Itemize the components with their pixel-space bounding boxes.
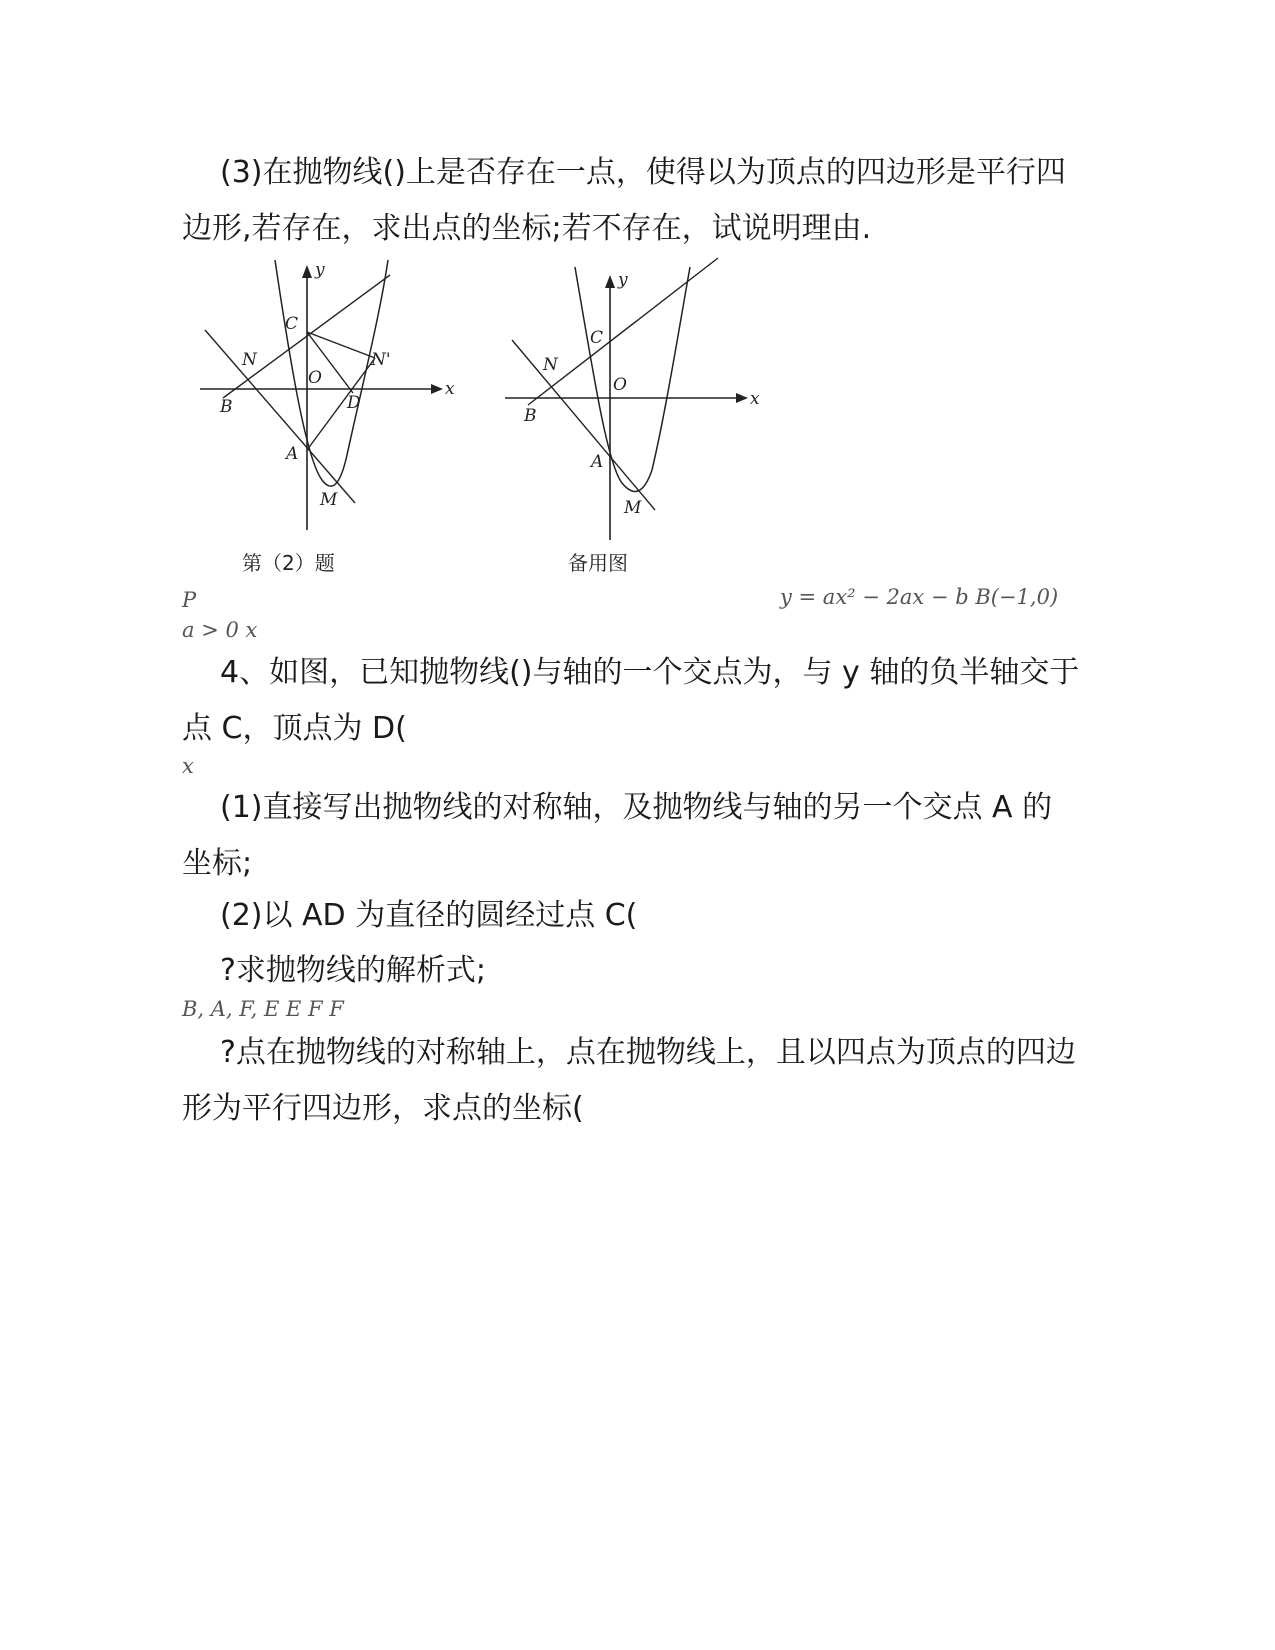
paragraph-part-1: (1)直接写出抛物线的对称轴，及抛物线与轴的另一个交点 A 的坐标; bbox=[182, 790, 1053, 881]
x-axis-arrow bbox=[431, 384, 443, 394]
label-b: B bbox=[524, 406, 537, 426]
label-x: x bbox=[445, 379, 455, 399]
label-y: y bbox=[315, 260, 325, 280]
figure-caption-left: 第（2）题 bbox=[242, 551, 335, 575]
math-fragment-p: P bbox=[182, 588, 197, 612]
label-x: x bbox=[750, 389, 760, 409]
label-a: A bbox=[286, 444, 299, 464]
label-c: C bbox=[590, 328, 604, 348]
math-fragment-equation: y = ax² − 2ax − b B(−1,0) bbox=[780, 585, 1059, 609]
label-d: D bbox=[347, 393, 361, 413]
figure-spare bbox=[500, 255, 770, 549]
parabola-diagram-right bbox=[500, 255, 770, 545]
math-fragment-inequality: a > 0 x bbox=[182, 618, 258, 642]
label-m: M bbox=[320, 490, 338, 510]
paragraph-part-2-i: ?求抛物线的解析式; bbox=[220, 953, 487, 988]
label-o: O bbox=[613, 375, 627, 395]
paragraph-question-3: (3)在抛物线()上是否存在一点，使得以为顶点的四边形是平行四边形,若存在，求出点的坐标;若不存在，试说明理由. bbox=[182, 155, 1066, 246]
paragraph-question-4: 4、如图，已知抛物线()与轴的一个交点为，与 y 轴的负半轴交于点 C，顶点为 D( bbox=[182, 655, 1080, 746]
parabola-diagram-left bbox=[195, 255, 470, 540]
figure-caption-right: 备用图 bbox=[568, 551, 628, 575]
paragraph-part-2-ii: ?点在抛物线的对称轴上，点在抛物线上，且以四点为顶点的四边形为平行四边形，求点的坐标( bbox=[182, 1035, 1076, 1126]
paragraph-part-2: (2)以 AD 为直径的圆经过点 C( bbox=[220, 898, 638, 933]
math-fragment-points: B, A, F, E E F F bbox=[182, 997, 344, 1021]
label-m: M bbox=[624, 498, 642, 518]
label-o: O bbox=[308, 368, 322, 388]
label-n: N bbox=[543, 355, 558, 375]
math-fragment-x: x bbox=[182, 754, 194, 778]
y-axis-arrow bbox=[605, 275, 615, 288]
label-c: C bbox=[285, 314, 299, 334]
label-y: y bbox=[618, 270, 628, 290]
label-a: A bbox=[591, 452, 604, 472]
label-b: B bbox=[220, 397, 233, 417]
label-n: N bbox=[242, 350, 257, 370]
x-axis-arrow bbox=[736, 393, 748, 403]
label-n-prime: N' bbox=[371, 350, 391, 370]
y-axis-arrow bbox=[302, 265, 312, 278]
figure-question-2 bbox=[195, 255, 470, 544]
